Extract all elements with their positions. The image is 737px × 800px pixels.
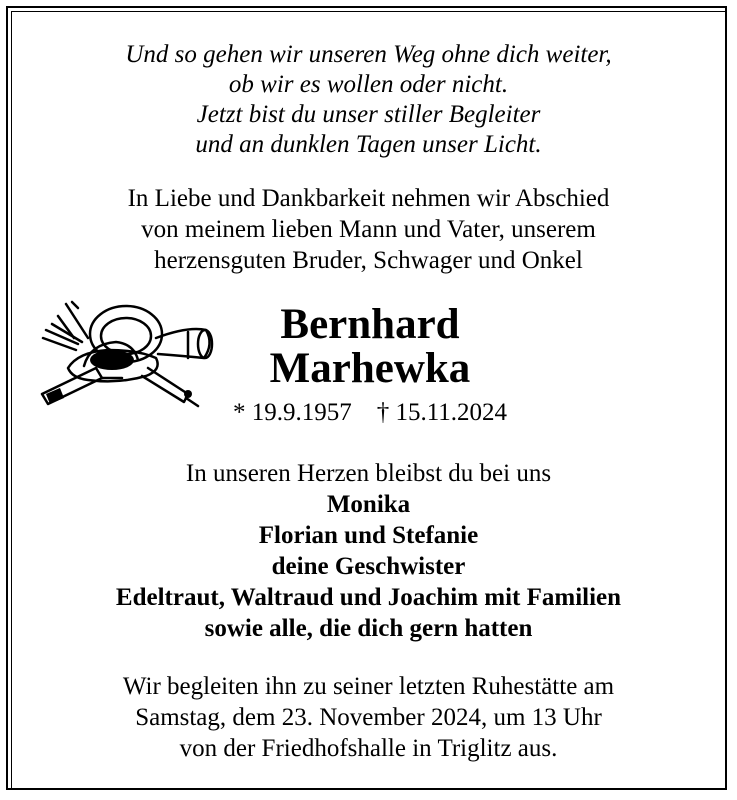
deceased-name xyxy=(190,303,550,391)
intro-line: von meinem lieben Mann und Vater, unserem xyxy=(141,216,596,243)
poem-line: und an dunklen Tagen unser Licht. xyxy=(195,131,542,158)
intro-line: herzensguten Bruder, Schwager und Onkel xyxy=(154,247,583,274)
mourners xyxy=(0,458,737,644)
intro-line: In Liebe und Dankbarkeit nehmen wir Abschied xyxy=(127,185,610,212)
poem xyxy=(0,40,737,160)
mourner-name: Florian und Stefanie xyxy=(258,522,479,549)
farewell-intro xyxy=(0,183,737,276)
mourner-name: Monika xyxy=(326,491,411,518)
service-line: Wir begleiten ihn zu seiner letzten Ruhestätte am xyxy=(122,673,615,700)
poem-line: Und so gehen wir unseren Weg ohne dich weiter, xyxy=(125,41,612,68)
mourner-name: deine Geschwister xyxy=(271,553,466,580)
life-dates: * 19.9.1957 † 15.11.2024 xyxy=(232,399,508,426)
mourner-name: sowie alle, die dich gern hatten xyxy=(204,615,533,642)
mourner-name: Edeltraut, Waltraud und Joachim mit Familien xyxy=(115,584,622,611)
mourners-intro: In unseren Herzen bleibst du bei uns xyxy=(185,460,552,487)
last-name: Marhewka xyxy=(269,345,471,392)
service-line: von der Friedhofshalle in Triglitz aus. xyxy=(179,735,558,762)
poem-line: ob wir es wollen oder nicht. xyxy=(228,71,509,98)
service-line: Samstag, dem 23. November 2024, um 13 Uhr xyxy=(135,704,602,731)
funeral-service-info xyxy=(0,671,737,764)
poem-line: Jetzt bist du unser stiller Begleiter xyxy=(196,101,541,128)
first-name: Bernhard xyxy=(280,301,460,348)
